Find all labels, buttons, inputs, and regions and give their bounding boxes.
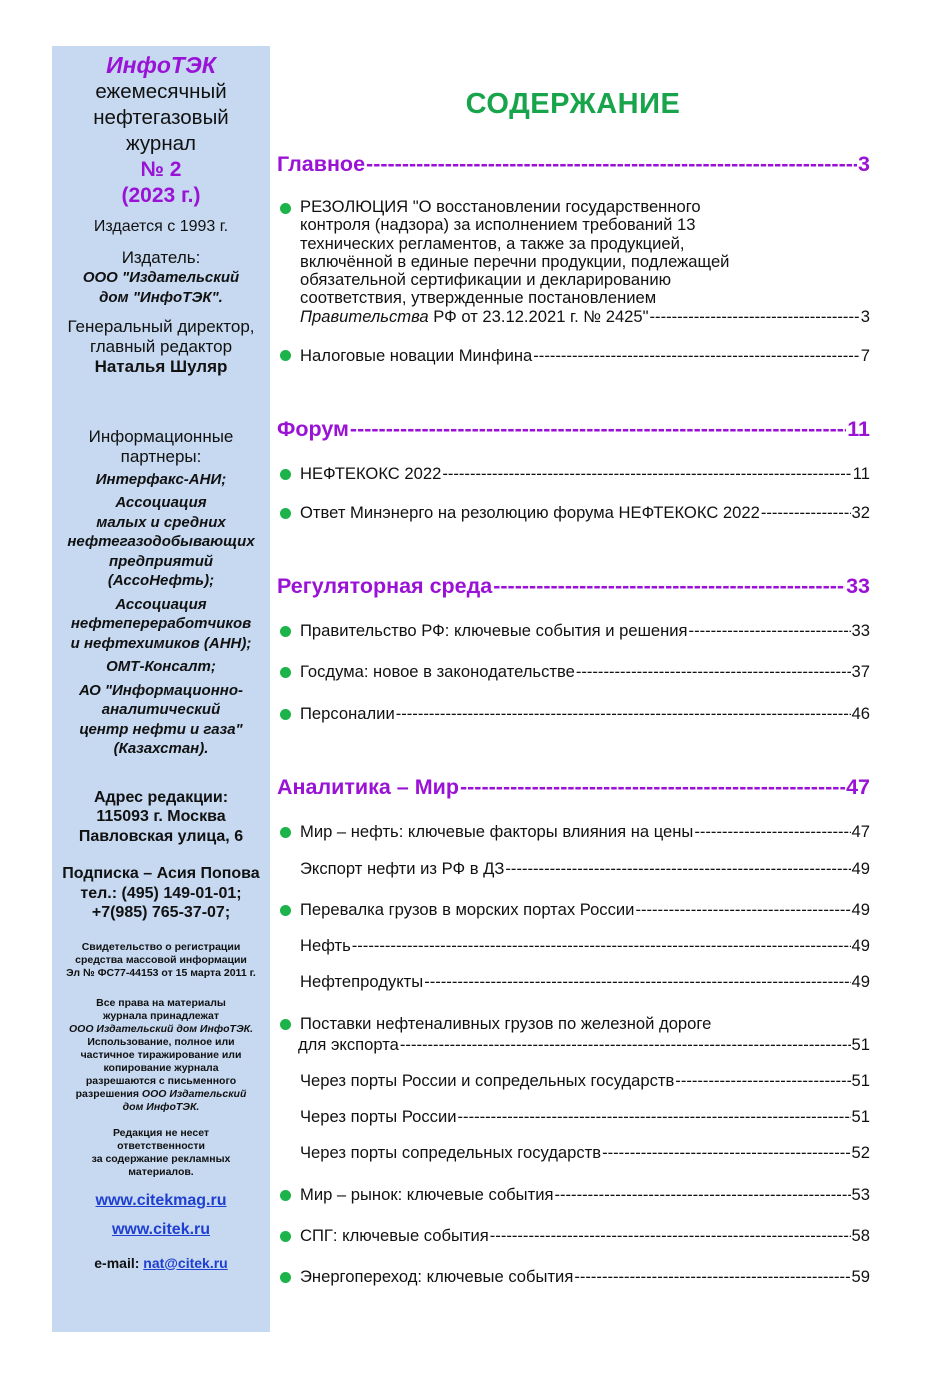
subscription-info [52,864,270,923]
entry-text: Нефть [300,936,351,955]
bullet-icon [280,709,291,720]
bullet-icon [280,203,291,214]
copyright-notice [52,997,270,1114]
rights-line: копирование журнала [103,1061,219,1074]
toc-entry-resolution[interactable] [300,197,870,326]
address-line: 115093 г. Москва [96,808,226,825]
registration-certificate [52,941,270,980]
partner-line: центр нефти и газа" [79,720,243,738]
toc-entry[interactable] [300,1143,870,1163]
entry-page: 3 [860,306,870,326]
dot-leader [505,859,850,879]
entry-line: соответствия, утвержденные постановлением [300,288,657,308]
partner-line: Интерфакс-АНИ; [95,470,227,488]
dot-leader [366,152,857,177]
entry-page: 59 [851,1267,870,1286]
entry-line: контроля (надзора) за исполнением требований 13 [300,215,696,235]
entry-page: 49 [851,972,870,991]
entry-text: Через порты России [300,1107,457,1126]
entry-text: Через порты России и сопредельных государств [300,1071,675,1090]
toc-entry[interactable] [300,464,870,484]
dot-leader [635,900,850,920]
partners-label-line: Информационные [88,426,234,446]
toc-entry-rail-line1[interactable] [300,1014,870,1034]
entry-line [300,308,870,326]
bullet-icon [280,827,291,838]
partner-item [52,595,270,654]
dot-leader [574,1267,850,1287]
rights-line: ООО Издательский дом ИнфоТЭК. [68,1022,253,1035]
entry-page: 11 [852,464,870,483]
rights-line: Все права на материалы [96,996,226,1009]
section-page: 3 [858,152,870,176]
partner-line: АО "Информационно- [78,681,243,699]
entry-page: 32 [851,503,870,522]
director-title [52,317,270,357]
certificate-line: Эл № ФС77-44153 от 15 марта 2011 г. [66,966,256,979]
dot-leader [761,503,851,523]
partner-line: нефтегазодобывающих [67,533,255,550]
director-name: Наталья Шуляр [94,357,228,376]
desc-line: ежемесячный [95,80,227,103]
toc-entry[interactable] [300,1267,870,1287]
partner-line: ОМТ-Консалт; [106,658,216,675]
partners-label [52,427,270,467]
entry-text: Персоналии [300,704,395,723]
dot-leader [350,417,846,442]
website-link-citek[interactable]: www.citek.ru [111,1220,211,1238]
entry-text: Ответ Минэнерго на резолюцию форума НЕФТЕКОКС 2022 [300,503,760,522]
dot-leader [396,704,851,724]
section-heading[interactable] [277,417,870,442]
email-line [52,1254,270,1272]
entry-text: для экспорта [298,1035,399,1054]
entry-line: включённой в единые перечни продукции, подлежащей [300,251,730,271]
partner-line: Ассоциация [115,494,207,511]
dot-leader [490,1226,851,1246]
entry-text: Нефтепродукты [300,972,424,991]
entry-text: Через порты сопредельных государств [300,1143,602,1162]
publisher-name [52,268,270,307]
publisher-line: дом "ИнфоТЭК". [99,288,223,306]
bullet-icon [280,626,291,637]
dot-leader [533,346,859,366]
partner-line: предприятий [108,552,214,570]
disclaimer-line: материалов. [128,1165,194,1178]
dot-leader [576,662,851,682]
toc-entry[interactable] [300,346,870,366]
issue-number: № 2 [140,158,182,181]
entry-text: Мир – рынок: ключевые события [300,1185,554,1204]
toc-entry[interactable] [300,972,870,992]
section-title: Форум [277,417,349,441]
entry-text: Мир – нефть: ключевые факторы влияния на цены [300,822,694,841]
toc-entry[interactable] [300,1071,870,1091]
section-heading[interactable] [277,152,870,177]
address-line: Адрес редакции: [93,788,229,806]
toc-entry[interactable] [300,859,870,879]
rights-line: частичное тиражирование или [80,1048,242,1061]
bullet-icon [280,1272,291,1283]
toc-entry[interactable] [300,822,870,842]
entry-italic: Правительства [300,306,429,326]
partner-line: Ассоциация [115,595,207,613]
disclaimer-line: Редакция не несет [112,1126,210,1139]
dot-leader [602,1143,850,1163]
partner-line: малых и средних [96,513,226,531]
partner-line: (Казахстан). [113,740,209,757]
dot-leader [694,822,850,842]
toc-entry[interactable] [300,900,870,920]
entry-text: Правительство РФ: ключевые события и решения [300,621,688,640]
partner-line: (АссоНефть); [107,572,215,589]
toc-entry[interactable] [300,621,870,641]
address-line: Павловская улица, 6 [78,827,244,845]
partner-line: нефтепереработчиков [70,615,252,632]
subscription-line: тел.: (495) 149-01-01; [80,884,242,902]
section-heading[interactable] [277,574,870,599]
partner-item [52,681,270,759]
email-link[interactable]: nat@citek.ru [143,1254,228,1271]
bullet-icon [280,667,291,678]
partner-line: и нефтехимиков (АНН); [70,634,252,652]
entry-page: 33 [851,621,870,640]
entry-text: РФ от 23.12.2021 г. № 2425" [428,306,649,326]
partner-line: аналитический [101,701,221,718]
entry-text: Поставки нефтеналивных грузов по железной дороге [300,1014,712,1033]
toc-entry[interactable] [300,503,870,523]
section-page: 11 [847,417,870,441]
rights-publisher: ООО Издательский [141,1087,247,1100]
publisher-label: Издатель: [121,248,201,267]
email-label: e-mail: [94,1254,140,1271]
entry-page: 49 [851,900,870,919]
partner-item [52,493,270,591]
rights-line: разрешаются с письменного [85,1074,237,1087]
entry-page: 52 [851,1143,870,1162]
toc-entry[interactable] [298,1035,870,1055]
section-title: Главное [277,152,366,176]
editorial-address [52,788,270,847]
disclaimer-line: за содержание рекламных [91,1152,231,1165]
entry-text: СПГ: ключевые события [300,1226,489,1245]
rights-line: дом ИнфоТЭК. [122,1100,200,1113]
rights-text: разрешения [75,1087,139,1100]
dot-leader [442,464,851,484]
website-link-citekmag[interactable]: www.citekmag.ru [95,1191,227,1209]
director-line: Генеральный директор, [67,317,255,336]
desc-line: нефтегазовый [93,106,229,129]
dot-leader [400,1035,851,1055]
magazine-brand: ИнфоТЭК [106,52,216,78]
bullet-icon [280,1231,291,1242]
toc-entry[interactable] [300,936,870,956]
bullet-icon [280,350,291,361]
dot-leader [689,621,851,641]
entry-line: обязательной сертификации и декларированию [300,270,672,290]
dot-leader [352,936,851,956]
director-line: главный редактор [89,337,233,356]
entry-text: Энергопереход: ключевые события [300,1267,574,1286]
entry-page: 58 [851,1226,870,1245]
entry-page: 53 [851,1185,870,1204]
entry-page: 51 [851,1107,870,1126]
section-heading[interactable] [277,775,870,800]
dot-leader [493,574,845,599]
toc-entry[interactable] [300,1185,870,1205]
disclaimer-line: ответственности [117,1139,205,1152]
entry-text: Налоговые новации Минфина [300,346,533,365]
toc-entry[interactable] [300,704,870,724]
entry-page: 46 [851,704,870,723]
entry-page: 37 [851,662,870,681]
certificate-line: средства массовой информации [75,953,247,966]
bullet-icon [280,1190,291,1201]
dot-leader [458,1107,851,1127]
bullet-icon [280,1019,291,1030]
magazine-description [52,79,270,157]
masthead-sidebar [52,46,270,1332]
partner-item [52,470,270,490]
publisher-line: ООО "Издательский [82,269,240,286]
section-title: Регуляторная среда [277,574,493,598]
entry-text: Госдума: новое в законодательстве [300,662,575,681]
dot-leader [675,1071,850,1091]
entry-page: 49 [851,859,870,878]
entry-line: технических регламентов, а также за продукцией, [300,233,685,253]
section-title: Аналитика – Мир [277,775,459,799]
entry-page: 7 [860,346,870,365]
rights-line: журнала принадлежат [102,1009,219,1022]
issue-year: (2023 г.) [121,184,201,207]
partners-label-line: партнеры: [120,446,202,466]
advertising-disclaimer [52,1127,270,1179]
bullet-icon [280,469,291,480]
dot-leader [460,775,845,800]
entry-page: 47 [851,822,870,841]
toc-entry[interactable] [300,1107,870,1127]
subscription-line: Подписка – Асия Попова [62,865,260,882]
entry-text: НЕФТЕКОКС 2022 [300,464,442,483]
rights-line: Использование, полное или [87,1035,235,1048]
entry-line: РЕЗОЛЮЦИЯ "О восстановлении государственного [300,197,701,216]
dot-leader [650,308,860,326]
dot-leader [424,972,850,992]
bullet-icon [280,905,291,916]
toc-entry[interactable] [300,1226,870,1246]
section-page: 47 [846,775,870,799]
since-year: Издается с 1993 г. [93,218,229,235]
section-page: 33 [846,574,870,598]
entry-text: Экспорт нефти из РФ в ДЗ [300,859,505,878]
toc-entry[interactable] [300,662,870,682]
entry-text: Перевалка грузов в морских портах России [300,900,635,919]
rights-line [52,1088,270,1101]
partner-item [52,657,270,677]
entry-page: 51 [851,1035,870,1054]
dot-leader [554,1185,850,1205]
certificate-line: Свидетельство о регистрации [81,940,241,953]
entry-page: 49 [851,936,870,955]
toc-title: СОДЕРЖАНИЕ [465,88,681,120]
bullet-icon [280,508,291,519]
subscription-line: +7(985) 765-37-07; [91,904,231,921]
desc-line: журнал [125,132,197,155]
entry-page: 51 [851,1071,870,1090]
